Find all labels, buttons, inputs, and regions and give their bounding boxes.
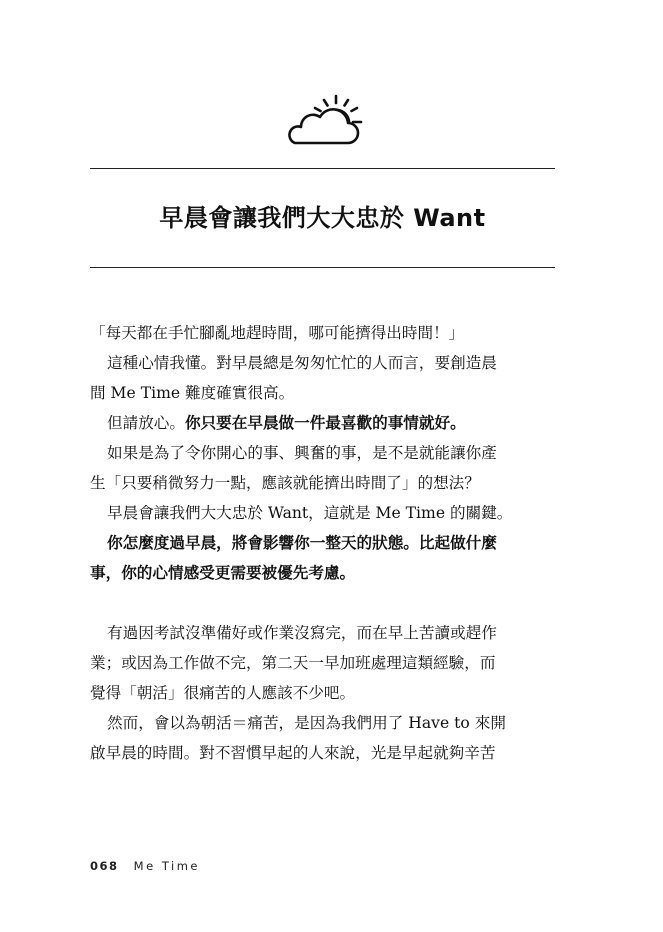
text-line: 覺得「朝活」很痛苦的人應該不少吧。 <box>90 684 356 702</box>
page-footer <box>90 859 200 873</box>
text-line: 啟早晨的時間。對不習慣早起的人來說，光是早起就夠辛苦 <box>90 744 496 762</box>
text-line: 生「只要稍微努力一點，應該就能擠出時間了」的想法？ <box>90 474 480 492</box>
body-text <box>90 318 556 768</box>
text-line: 早晨會讓我們大大忠於 Want，這就是 Me Time 的關鍵。 <box>107 504 513 522</box>
text-line: 如果是為了令你開心的事、興奮的事，是不是就能讓你產 <box>107 444 497 462</box>
text-span: 但請放心。 <box>107 414 185 432</box>
text-line: 業；或因為工作做不完，第二天一早加班處理這類經驗，而 <box>90 654 496 672</box>
running-title: Me Time <box>133 859 200 873</box>
cloud-sun-icon <box>282 92 366 152</box>
emphasis-text: 你只要在早晨做一件最喜歡的事情就好。 <box>184 413 466 432</box>
text-line: 「每天都在手忙腳亂地趕時間，哪可能擠得出時間！」 <box>90 324 465 342</box>
emphasis-line: 事，你的心情感受更需要被優先考慮。 <box>90 563 356 582</box>
text-line: 有過因考試沒準備好或作業沒寫完，而在早上苦讀或趕作 <box>107 624 497 642</box>
text-line: 這種心情我懂。對早晨總是匆匆忙忙的人而言，要創造晨 <box>107 354 497 372</box>
text-line: 間 Me Time 難度確實很高。 <box>90 384 295 402</box>
text-line: 然而，會以為朝活＝痛苦，是因為我們用了 Have to 來開 <box>107 714 506 732</box>
text-line <box>90 408 556 438</box>
title-bottom-rule <box>90 267 555 268</box>
title-top-rule <box>90 168 555 169</box>
emphasis-line: 你怎麼度過早晨，將會影響你一整天的狀態。比起做什麼 <box>107 533 497 552</box>
page-number: 068 <box>90 859 119 873</box>
chapter-title: 早晨會讓我們大大忠於 Want <box>159 204 486 232</box>
